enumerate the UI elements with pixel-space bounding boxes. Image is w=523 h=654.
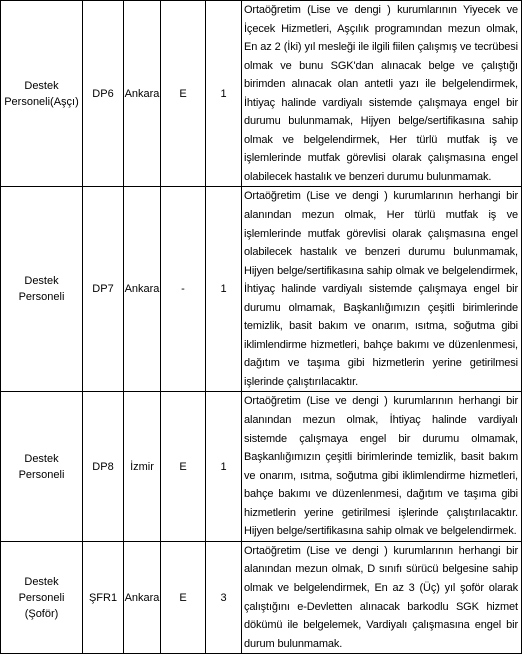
position-city: Ankara <box>124 541 161 653</box>
position-city: İzmir <box>124 392 161 541</box>
position-count: 1 <box>206 392 242 541</box>
position-requirements: Ortaöğretim (Lise ve dengi ) kurumlarının herhangi bir alanından mezun olmak, D sınıfı sürücü belgesine sahip olmak ve belgelendirmek, En az 3 (Üç) yıl şoför olarak çalıştığını e-Devletten alınacak barkodlu SGK hizmet dökümü ile belgelemek, Vardiyalı çalışmasına engel bir durum bulunmamak. <box>242 541 522 653</box>
position-requirements: Ortaöğretim (Lise ve dengi ) kurumlarının herhangi bir alanından mezun olmak, Her türlü mutfak iş ve işlemlerinde mutfak görevlisi olarak çalışmasına engel olabilecek hastalık ve benzeri durumu bulunmamak, Hijyen belge/sertifikasına sahip olmak ve belgelendirmek, İhtiyaç halinde vardiyalı sistemde çalışmaya engel bir durumu olmamak, Başkanlığımızın çeşitli birimlerinde temizlik, basit bakım ve onarım, ısıtma, soğutma gibi iklimlendirme hizmetleri, bahçe bakımı ve düzenlenmesi, dağıtım ve taşıma gibi hizmetlerin yerine getirilmesi işlerinde çalıştırılacaktır. <box>242 187 522 392</box>
position-count: 1 <box>206 1 242 187</box>
position-count: 3 <box>206 541 242 653</box>
table-row <box>1 1 522 187</box>
table-row <box>1 392 522 541</box>
position-title: Destek Personeli <box>1 187 83 392</box>
table-row <box>1 187 522 392</box>
position-gender: E <box>161 1 206 187</box>
position-code: DP7 <box>83 187 124 392</box>
position-title: Destek Personeli <box>1 392 83 541</box>
position-code: ŞFR1 <box>83 541 124 653</box>
position-code: DP8 <box>83 392 124 541</box>
position-requirements: Ortaöğretim (Lise ve dengi ) kurumlarının herhangi bir alanından mezun olmak, İhtiyaç halinde vardiyalı sistemde çalışmaya engel bir durumu olmamak, Başkanlığımızın çeşitli birimlerinde temizlik, basit bakım ve onarım, ısıtma, soğutma gibi iklimlendirme hizmetleri, bahçe bakımı ve düzenlenmesi, dağıtım ve taşıma gibi hizmetlerin yerine getirilmesi işlerinde çalıştırılacaktır. Hijyen belge/sertifikasına sahip olmak ve belgelendirmek. <box>242 392 522 541</box>
position-gender: E <box>161 541 206 653</box>
position-gender: E <box>161 392 206 541</box>
position-gender: - <box>161 187 206 392</box>
table-row <box>1 541 522 653</box>
position-code: DP6 <box>83 1 124 187</box>
position-requirements: Ortaöğretim (Lise ve dengi ) kurumlarının Yiyecek ve İçecek Hizmetleri, Aşçılık programından mezun olmak, En az 2 (İki) yıl mesleği ile ilgili fiilen çalışmış ve tecrübesi olmak ve bunu SGK'dan alınacak belge ve çalıştığı birimden alınacak olan antetli yazı ile belgelendirmek, İhtiyaç halinde vardiyalı sistemde çalışmaya engel bir durumu bulunmamak, Hijyen belge/sertifikasına sahip olmak ve belgelendirmek, Her türlü mutfak iş ve işlemlerinde mutfak görevlisi olarak çalışmasına engel olabilecek hastalık ve benzeri durumu bulunmamak. <box>242 1 522 187</box>
position-title: Destek Personeli(Aşçı) <box>1 1 83 187</box>
position-city: Ankara <box>124 187 161 392</box>
position-count: 1 <box>206 187 242 392</box>
position-city: Ankara <box>124 1 161 187</box>
position-title: Destek Personeli (Şoför) <box>1 541 83 653</box>
